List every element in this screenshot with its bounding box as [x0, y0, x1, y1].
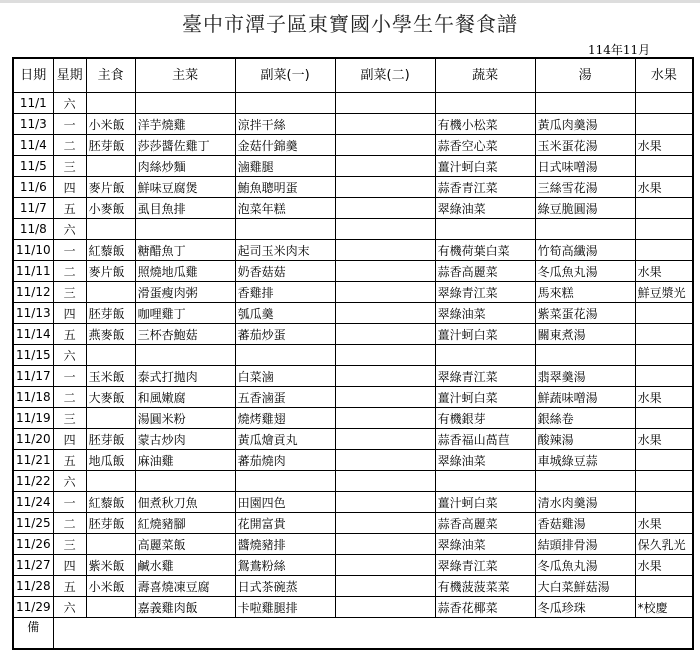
- table-row: [13, 408, 693, 429]
- cell-fruit: [635, 324, 693, 345]
- cell-main-dish: [135, 345, 235, 366]
- cell-soup: 車城綠豆蒜: [535, 450, 635, 471]
- table-row: [13, 492, 693, 513]
- cell-side-dish-2: [335, 450, 435, 471]
- cell-vegetable: [435, 471, 535, 492]
- table-row: [13, 429, 693, 450]
- cell-date: 11/24: [13, 492, 53, 513]
- table-row: [13, 93, 693, 114]
- cell-vegetable: 蒜香福山萵苣: [435, 429, 535, 450]
- cell-side-dish-1: [235, 345, 335, 366]
- table-row: [13, 324, 693, 345]
- cell-side-dish-1: 白菜滷: [235, 366, 335, 387]
- cell-staple: 紅藜飯: [86, 492, 135, 513]
- cell-side-dish-1: 醬燒豬排: [235, 534, 335, 555]
- cell-fruit: [635, 114, 693, 135]
- cell-vegetable: 翠綠油菜: [435, 303, 535, 324]
- cell-main-dish: 滑蛋瘦肉粥: [135, 282, 235, 303]
- cell-side-dish-2: [335, 114, 435, 135]
- cell-staple: 小米飯: [86, 114, 135, 135]
- cell-soup: 結頭排骨湯: [535, 534, 635, 555]
- cell-weekday: 六: [53, 219, 86, 240]
- cell-staple: [86, 597, 135, 618]
- cell-soup: 三絲雪花湯: [535, 177, 635, 198]
- cell-date: 11/10: [13, 240, 53, 261]
- cell-vegetable: 翠綠油菜: [435, 534, 535, 555]
- cell-staple: 胚芽飯: [86, 135, 135, 156]
- cell-vegetable: 蒜香青江菜: [435, 177, 535, 198]
- cell-side-dish-2: [335, 324, 435, 345]
- table-row: [13, 282, 693, 303]
- table-row: [13, 345, 693, 366]
- cell-fruit: [635, 198, 693, 219]
- cell-soup: 香菇雞湯: [535, 513, 635, 534]
- cell-soup: 銀絲卷: [535, 408, 635, 429]
- cell-soup: 紫菜蛋花湯: [535, 303, 635, 324]
- cell-fruit: [635, 576, 693, 597]
- cell-vegetable: [435, 93, 535, 114]
- cell-fruit: [635, 156, 693, 177]
- table-row: [13, 387, 693, 408]
- cell-date: 11/7: [13, 198, 53, 219]
- header-date: 日期: [13, 58, 53, 93]
- cell-staple: 小麥飯: [86, 198, 135, 219]
- cell-staple: [86, 156, 135, 177]
- cell-vegetable: 蒜香空心菜: [435, 135, 535, 156]
- cell-main-dish: 蒙古炒肉: [135, 429, 235, 450]
- page-title: 臺中市潭子區東寶國小學生午餐食譜: [182, 12, 518, 36]
- cell-staple: 紫米飯: [86, 555, 135, 576]
- cell-weekday: 三: [53, 534, 86, 555]
- cell-date: 11/11: [13, 261, 53, 282]
- cell-soup: 酸辣湯: [535, 429, 635, 450]
- cell-weekday: 四: [53, 555, 86, 576]
- table-row: [13, 555, 693, 576]
- cell-main-dish: [135, 93, 235, 114]
- cell-staple: 紅藜飯: [86, 240, 135, 261]
- header-row: [13, 58, 693, 93]
- header-fruit: 水果: [635, 58, 693, 93]
- cell-date: 11/4: [13, 135, 53, 156]
- cell-side-dish-2: [335, 219, 435, 240]
- cell-main-dish: 鹹水雞: [135, 555, 235, 576]
- cell-side-dish-1: 香雞排: [235, 282, 335, 303]
- cell-weekday: 五: [53, 450, 86, 471]
- cell-side-dish-1: 蕃茄炒蛋: [235, 324, 335, 345]
- cell-vegetable: [435, 219, 535, 240]
- cell-side-dish-1: 日式茶碗蒸: [235, 576, 335, 597]
- cell-soup: 冬瓜珍珠: [535, 597, 635, 618]
- cell-weekday: 六: [53, 93, 86, 114]
- cell-weekday: 五: [53, 324, 86, 345]
- cell-fruit: 水果: [635, 513, 693, 534]
- header-soup: 湯: [535, 58, 635, 93]
- cell-side-dish-2: [335, 534, 435, 555]
- cell-weekday: 二: [53, 513, 86, 534]
- cell-side-dish-1: 燒烤雞翅: [235, 408, 335, 429]
- table-row: [13, 576, 693, 597]
- cell-weekday: 一: [53, 114, 86, 135]
- cell-staple: 大麥飯: [86, 387, 135, 408]
- cell-main-dish: 照燒地瓜雞: [135, 261, 235, 282]
- table-row: [13, 177, 693, 198]
- header-side-dish-1: 副菜(一): [235, 58, 335, 93]
- cell-main-dish: 佃煮秋刀魚: [135, 492, 235, 513]
- cell-staple: 地瓜飯: [86, 450, 135, 471]
- cell-weekday: 六: [53, 597, 86, 618]
- cell-soup: 玉米蛋花湯: [535, 135, 635, 156]
- cell-side-dish-2: [335, 597, 435, 618]
- cell-date: 11/21: [13, 450, 53, 471]
- cell-date: 11/17: [13, 366, 53, 387]
- cell-fruit: 水果: [635, 261, 693, 282]
- table-row: [13, 303, 693, 324]
- cell-vegetable: 蒜香花椰菜: [435, 597, 535, 618]
- cell-vegetable: 有機小松菜: [435, 114, 535, 135]
- cell-staple: 玉米飯: [86, 366, 135, 387]
- cell-vegetable: 翠綠青江菜: [435, 366, 535, 387]
- cell-date: 11/14: [13, 324, 53, 345]
- cell-weekday: 六: [53, 345, 86, 366]
- cell-staple: [86, 345, 135, 366]
- cell-date: 11/19: [13, 408, 53, 429]
- table-row: [13, 513, 693, 534]
- cell-side-dish-2: [335, 93, 435, 114]
- notes-row: [13, 618, 693, 650]
- cell-weekday: 四: [53, 429, 86, 450]
- cell-main-dish: 湯圓米粉: [135, 408, 235, 429]
- cell-weekday: 三: [53, 156, 86, 177]
- cell-fruit: [635, 366, 693, 387]
- cell-date: 11/5: [13, 156, 53, 177]
- cell-soup: 馬來糕: [535, 282, 635, 303]
- cell-side-dish-1: 鮪魚聰明蛋: [235, 177, 335, 198]
- cell-date: 11/6: [13, 177, 53, 198]
- cell-side-dish-1: 起司玉米肉末: [235, 240, 335, 261]
- cell-weekday: 一: [53, 240, 86, 261]
- cell-soup: 日式味噌湯: [535, 156, 635, 177]
- cell-date: 11/13: [13, 303, 53, 324]
- cell-vegetable: 有機菠菠菜菜: [435, 576, 535, 597]
- cell-date: 11/20: [13, 429, 53, 450]
- cell-side-dish-2: [335, 576, 435, 597]
- cell-staple: [86, 534, 135, 555]
- cell-staple: [86, 282, 135, 303]
- cell-date: 11/1: [13, 93, 53, 114]
- cell-fruit: 水果: [635, 555, 693, 576]
- header-staple: 主食: [86, 58, 135, 93]
- cell-fruit: [635, 219, 693, 240]
- cell-date: 11/27: [13, 555, 53, 576]
- cell-side-dish-2: [335, 282, 435, 303]
- cell-weekday: 五: [53, 198, 86, 219]
- cell-side-dish-2: [335, 135, 435, 156]
- cell-date: 11/25: [13, 513, 53, 534]
- cell-weekday: 一: [53, 366, 86, 387]
- table-row: [13, 450, 693, 471]
- cell-soup: 翡翠羹湯: [535, 366, 635, 387]
- cell-date: 11/8: [13, 219, 53, 240]
- cell-main-dish: 糖醋魚丁: [135, 240, 235, 261]
- cell-staple: 麥片飯: [86, 177, 135, 198]
- cell-side-dish-2: [335, 345, 435, 366]
- cell-fruit: [635, 408, 693, 429]
- table-row: [13, 240, 693, 261]
- cell-weekday: 二: [53, 261, 86, 282]
- cell-main-dish: 肉絲炒麵: [135, 156, 235, 177]
- cell-main-dish: 嘉義雞肉飯: [135, 597, 235, 618]
- cell-fruit: [635, 471, 693, 492]
- cell-vegetable: 翠綠青江菜: [435, 282, 535, 303]
- cell-staple: 麥片飯: [86, 261, 135, 282]
- cell-soup: 冬瓜魚丸湯: [535, 261, 635, 282]
- cell-side-dish-1: 黃瓜燴貢丸: [235, 429, 335, 450]
- cell-side-dish-2: [335, 408, 435, 429]
- cell-soup: [535, 471, 635, 492]
- cell-fruit: *校慶: [635, 597, 693, 618]
- cell-side-dish-1: 蕃茄燒肉: [235, 450, 335, 471]
- header-vegetable: 蔬菜: [435, 58, 535, 93]
- cell-fruit: 保久乳光: [635, 534, 693, 555]
- cell-vegetable: 薑汁蚵白菜: [435, 492, 535, 513]
- table-row: [13, 198, 693, 219]
- cell-fruit: 水果: [635, 429, 693, 450]
- table-row: [13, 261, 693, 282]
- table-row: [13, 471, 693, 492]
- cell-staple: [86, 471, 135, 492]
- table-row: [13, 135, 693, 156]
- cell-date: 11/12: [13, 282, 53, 303]
- cell-vegetable: 蒜香高麗菜: [435, 261, 535, 282]
- header-weekday: 星期: [53, 58, 86, 93]
- cell-staple: 胚芽飯: [86, 513, 135, 534]
- cell-side-dish-2: [335, 555, 435, 576]
- cell-staple: [86, 93, 135, 114]
- cell-side-dish-2: [335, 471, 435, 492]
- cell-fruit: 水果: [635, 135, 693, 156]
- cell-side-dish-1: 田園四色: [235, 492, 335, 513]
- cell-staple: [86, 408, 135, 429]
- cell-soup: [535, 345, 635, 366]
- cell-soup: 關東煮湯: [535, 324, 635, 345]
- cell-side-dish-1: [235, 471, 335, 492]
- cell-soup: [535, 219, 635, 240]
- cell-side-dish-2: [335, 261, 435, 282]
- cell-fruit: [635, 492, 693, 513]
- notes-label: 備: [13, 618, 53, 650]
- cell-side-dish-2: [335, 387, 435, 408]
- cell-fruit: [635, 450, 693, 471]
- cell-main-dish: 虱目魚排: [135, 198, 235, 219]
- cell-side-dish-1: [235, 219, 335, 240]
- cell-side-dish-2: [335, 240, 435, 261]
- cell-vegetable: 薑汁蚵白菜: [435, 324, 535, 345]
- lunch-menu-table: [12, 57, 694, 650]
- cell-soup: 清水肉羹湯: [535, 492, 635, 513]
- cell-side-dish-1: 花開富貴: [235, 513, 335, 534]
- cell-date: 11/18: [13, 387, 53, 408]
- cell-side-dish-1: 滷雞腿: [235, 156, 335, 177]
- cell-fruit: 水果: [635, 387, 693, 408]
- cell-weekday: 二: [53, 387, 86, 408]
- cell-weekday: 五: [53, 576, 86, 597]
- cell-main-dish: 莎莎醬佐雞丁: [135, 135, 235, 156]
- cell-date: 11/26: [13, 534, 53, 555]
- cell-date: 11/22: [13, 471, 53, 492]
- table-row: [13, 597, 693, 618]
- menu-month: 114年11月: [588, 43, 651, 57]
- cell-vegetable: 翠綠青江菜: [435, 555, 535, 576]
- cell-side-dish-2: [335, 492, 435, 513]
- cell-vegetable: 薑汁蚵白菜: [435, 387, 535, 408]
- cell-weekday: 三: [53, 282, 86, 303]
- cell-date: 11/29: [13, 597, 53, 618]
- cell-side-dish-2: [335, 303, 435, 324]
- cell-weekday: 四: [53, 177, 86, 198]
- cell-side-dish-2: [335, 429, 435, 450]
- cell-fruit: [635, 345, 693, 366]
- cell-soup: [535, 93, 635, 114]
- cell-vegetable: 翠綠油菜: [435, 198, 535, 219]
- cell-vegetable: 翠綠油菜: [435, 450, 535, 471]
- cell-vegetable: 有機荷葉白菜: [435, 240, 535, 261]
- cell-weekday: 六: [53, 471, 86, 492]
- cell-staple: 胚芽飯: [86, 429, 135, 450]
- cell-side-dish-2: [335, 156, 435, 177]
- cell-side-dish-1: 瓠瓜羹: [235, 303, 335, 324]
- table-row: [13, 156, 693, 177]
- cell-fruit: 水果: [635, 177, 693, 198]
- cell-main-dish: 和風嫩腐: [135, 387, 235, 408]
- cell-side-dish-2: [335, 177, 435, 198]
- header-main-dish: 主菜: [135, 58, 235, 93]
- cell-side-dish-1: 奶香菇菇: [235, 261, 335, 282]
- cell-weekday: 二: [53, 135, 86, 156]
- table-row: [13, 534, 693, 555]
- page-top-border: [0, 0, 700, 3]
- cell-soup: 冬瓜魚丸湯: [535, 555, 635, 576]
- notes-content: [53, 618, 693, 650]
- cell-staple: [86, 219, 135, 240]
- cell-soup: 黃瓜肉羹湯: [535, 114, 635, 135]
- cell-side-dish-1: 卡啦雞腿排: [235, 597, 335, 618]
- cell-main-dish: 鮮味豆腐煲: [135, 177, 235, 198]
- header-side-dish-2: 副菜(二): [335, 58, 435, 93]
- cell-soup: 大白菜鮮菇湯: [535, 576, 635, 597]
- cell-main-dish: 麻油雞: [135, 450, 235, 471]
- cell-fruit: 鮮豆漿光: [635, 282, 693, 303]
- cell-weekday: 一: [53, 492, 86, 513]
- cell-date: 11/3: [13, 114, 53, 135]
- cell-date: 11/28: [13, 576, 53, 597]
- cell-main-dish: 泰式打拋肉: [135, 366, 235, 387]
- cell-vegetable: [435, 345, 535, 366]
- table-row: [13, 219, 693, 240]
- cell-side-dish-1: 鴛鴦粉絲: [235, 555, 335, 576]
- cell-vegetable: 有機銀芽: [435, 408, 535, 429]
- cell-fruit: [635, 240, 693, 261]
- cell-main-dish: [135, 471, 235, 492]
- cell-fruit: [635, 93, 693, 114]
- cell-weekday: 四: [53, 303, 86, 324]
- cell-staple: 小米飯: [86, 576, 135, 597]
- cell-soup: 綠豆脆圓湯: [535, 198, 635, 219]
- cell-main-dish: 紅燒豬腳: [135, 513, 235, 534]
- cell-main-dish: 壽喜燒凍豆腐: [135, 576, 235, 597]
- cell-main-dish: 三杯杏鮑菇: [135, 324, 235, 345]
- cell-main-dish: 高麗菜飯: [135, 534, 235, 555]
- cell-soup: 鮮蔬味噌湯: [535, 387, 635, 408]
- cell-side-dish-2: [335, 366, 435, 387]
- cell-weekday: 三: [53, 408, 86, 429]
- cell-main-dish: [135, 219, 235, 240]
- cell-side-dish-1: 涼拌干絲: [235, 114, 335, 135]
- cell-side-dish-1: [235, 93, 335, 114]
- cell-main-dish: 咖哩雞丁: [135, 303, 235, 324]
- cell-side-dish-1: 五香滷蛋: [235, 387, 335, 408]
- table-row: [13, 114, 693, 135]
- cell-main-dish: 洋芋燒雞: [135, 114, 235, 135]
- cell-date: 11/15: [13, 345, 53, 366]
- cell-side-dish-1: 泡菜年糕: [235, 198, 335, 219]
- cell-side-dish-1: 金菇什錦羹: [235, 135, 335, 156]
- cell-vegetable: 蒜香高麗菜: [435, 513, 535, 534]
- cell-side-dish-2: [335, 513, 435, 534]
- table-row: [13, 366, 693, 387]
- cell-vegetable: 薑汁蚵白菜: [435, 156, 535, 177]
- cell-side-dish-2: [335, 198, 435, 219]
- cell-staple: 燕麥飯: [86, 324, 135, 345]
- cell-fruit: [635, 303, 693, 324]
- cell-soup: 竹筍高纖湯: [535, 240, 635, 261]
- cell-staple: 胚芽飯: [86, 303, 135, 324]
